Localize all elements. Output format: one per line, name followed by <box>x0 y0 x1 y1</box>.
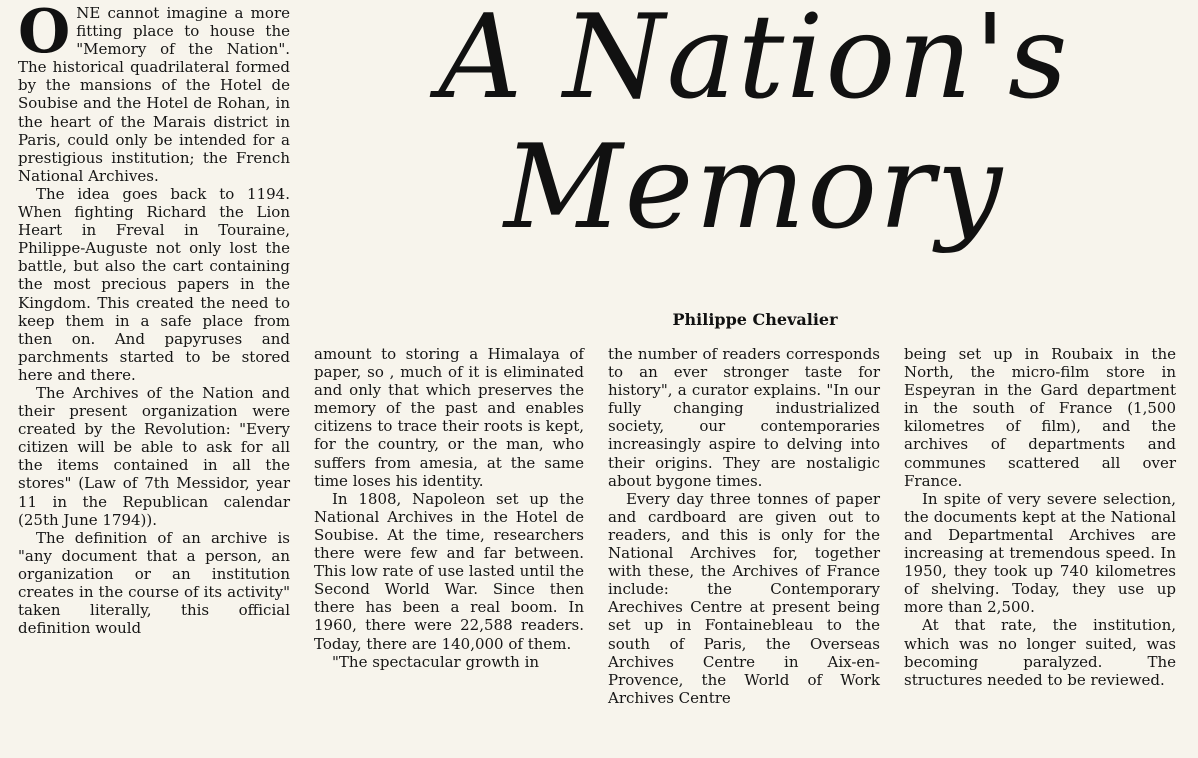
article-column-1 <box>18 0 290 638</box>
paragraph: The Archives of the Nation and their present organization were created by the Revolution: "Every citizen will be able to ask for all the items contained in all the stores" (Law of 7th Messidor, year 11 in the Republican calendar (25th June 1794)). <box>18 383 290 529</box>
paragraph: In 1808, Napoleon set up the National Archives in the Hotel de Soubise. At the time, researchers there were few and far between. This low rate of use lasted until the Second World War. Since then there has been a real boom. In 1960, there were 22,588 readers. Today, there are 140,000 of them. <box>314 489 584 653</box>
paragraph: At that rate, the institution, which was no longer suited, was becoming paralyzed. The structures needed to be reviewed. <box>904 616 1176 689</box>
headline-line-2: Memory <box>503 120 1005 255</box>
drop-cap: O <box>18 0 71 67</box>
paragraph: The definition of an archive is "any document that a person, an organization or an institution creates in the course of its activity" taken literally, this official definition would <box>18 528 290 638</box>
paragraph: "The spectacular growth in <box>332 652 540 671</box>
byline: Philippe Chevalier <box>672 310 838 329</box>
paragraph: the number of readers corresponds to an ever stronger taste for history", a curator explains. "In our fully changing industrialized society, our contemporaries increasingly aspire to delving into their origins. They are nostaligic about bygone times. <box>608 345 880 490</box>
paragraph: being set up in Roubaix in the North, the micro-film store in Espeyran in the Gard department in the south of France (1,500 kilometres of film), and the archives of departments and communes scattered all over France. <box>904 345 1176 490</box>
paragraph: Every day three tonnes of paper and cardboard are given out to readers, and this is only for the National Archives for, together with these, the Archives of France include: the Contemporary Arechives Centre at present being set up in Fontainebleau to the south of Paris, the Overseas Archives Centre in Aix-en-Provence, the World of Work Archives Centre <box>608 489 880 707</box>
paragraph: The idea goes back to 1194. When fighting Richard the Lion Heart in Freval in Touraine, Philippe-Auguste not only lost the battle, but also the cart containing the most precious papers in the Kingdom. This created the need to keep them in a safe place from then on. And papyruses and parchments started to be stored here and there. <box>18 184 290 384</box>
lead-paragraph <box>18 0 290 185</box>
article-column-2 <box>314 345 584 671</box>
lead-paragraph-text: NE cannot imagine a more fitting place to house the "Memory of the Nation". The historical quadrilateral formed by the mansions of the Hotel de Soubise and the Hotel de Rohan, in the heart of the Marais district in Paris, could only be intended for a prestigious institution; the French National Archives. <box>18 4 290 185</box>
article-column-4 <box>904 345 1176 689</box>
paragraph: amount to storing a Himalaya of paper, so , much of it is eliminated and only that which preserves the memory of the past and enables citizens to trace their roots is kept, for the country, or the man, who suffers from amesia, at the same time loses his identity. <box>314 345 584 490</box>
paragraph: In spite of very severe selection, the documents kept at the National and Departmental Archives are increasing at tremendous speed. In 1950, they took up 740 kilometres of shelving. Today, they use up more than 2,500. <box>904 489 1176 617</box>
article-column-3 <box>608 345 880 707</box>
headline-line-1: A Nation's <box>438 0 1070 125</box>
